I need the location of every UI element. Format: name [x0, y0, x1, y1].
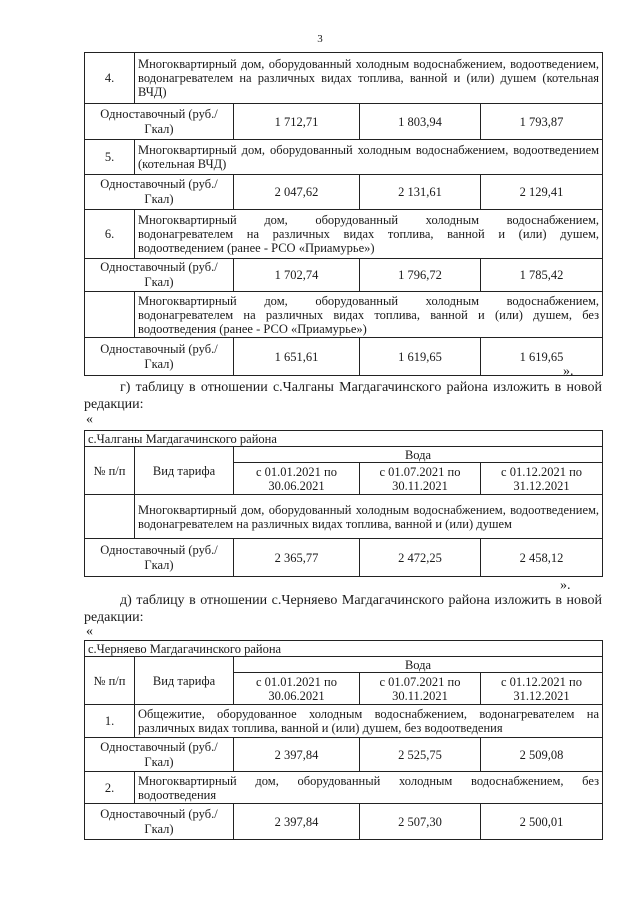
row-number — [85, 495, 135, 539]
row-description: Многоквартирный дом, оборудованный холодным водоснабжением, водоотведением, водонагревателем на различных видах топлива, ванной и (или) душем — [135, 495, 603, 539]
row-number — [85, 292, 135, 338]
paragraph-d: д) таблицу в отношении с.Черняево Магдагачинского района изложить в новой редакции: — [84, 593, 602, 625]
rate-type: Одноставочный (руб./Гкал) — [85, 338, 234, 376]
value-period-1: 2 397,84 — [234, 804, 360, 840]
opening-quote: « — [86, 412, 93, 427]
table-row — [85, 738, 603, 772]
column-header-period: с 01.07.2021 по 30.11.2021 — [360, 463, 481, 495]
value-period-2: 2 507,30 — [360, 804, 481, 840]
value-period-1: 1 651,61 — [234, 338, 360, 376]
table-row — [85, 53, 603, 104]
table-row — [85, 705, 603, 738]
rate-type: Одноставочный (руб./Гкал) — [85, 175, 234, 210]
row-description: Многоквартирный дом, оборудованный холодным водоснабжением, водоотведением (котельная ВЧД) — [135, 140, 603, 175]
value-period-1: 2 365,77 — [234, 539, 360, 577]
table-row — [85, 804, 603, 840]
table-row — [85, 772, 603, 804]
column-header-period: с 01.12.2021 по 31.12.2021 — [481, 463, 603, 495]
row-number: 2. — [85, 772, 135, 804]
value-period-1: 1 702,74 — [234, 259, 360, 292]
column-header-tariff-type: Вид тарифа — [135, 447, 234, 495]
table-row — [85, 210, 603, 259]
table-row — [85, 495, 603, 539]
rate-type: Одноставочный (руб./Гкал) — [85, 804, 234, 840]
column-header-tariff-type: Вид тарифа — [135, 657, 234, 705]
column-group-header: Вода — [234, 657, 603, 673]
column-header-period: с 01.01.2021 по 30.06.2021 — [234, 463, 360, 495]
value-period-2: 2 472,25 — [360, 539, 481, 577]
value-period-3: 2 509,08 — [481, 738, 603, 772]
row-description: Многоквартирный дом, оборудованный холодным водоснабжением, водоотведением, водонагревателем на различных видах топлива, ванной и (или) душем (котельная ВЧД) — [135, 53, 603, 104]
row-description: Общежитие, оборудованное холодным водоснабжением, водонагревателем на различных видах топлива, ванной и (или) душем, без водоотведения — [135, 705, 603, 738]
table-row — [85, 539, 603, 577]
column-header-period: с 01.12.2021 по 31.12.2021 — [481, 673, 603, 705]
table-row — [85, 104, 603, 140]
rate-type: Одноставочный (руб./Гкал) — [85, 259, 234, 292]
value-period-2: 2 131,61 — [360, 175, 481, 210]
rate-type: Одноставочный (руб./Гкал) — [85, 104, 234, 140]
column-header-period: с 01.01.2021 по 30.06.2021 — [234, 673, 360, 705]
closing-quote: ». — [560, 578, 571, 593]
value-period-1: 2 397,84 — [234, 738, 360, 772]
value-period-2: 2 525,75 — [360, 738, 481, 772]
value-period-3: 1 793,87 — [481, 104, 603, 140]
table-row — [85, 175, 603, 210]
row-description: Многоквартирный дом, оборудованный холодным водоснабжением, водонагревателем на различных видах топлива, ванной и (или) душем, без водоотведения (ранее - РСО «Приамурье») — [135, 292, 603, 338]
table-title: с.Чалганы Магдагачинского района — [85, 431, 603, 447]
table-row — [85, 140, 603, 175]
value-period-3: 2 129,41 — [481, 175, 603, 210]
table-row — [85, 259, 603, 292]
rate-type: Одноставочный (руб./Гкал) — [85, 539, 234, 577]
row-number: 5. — [85, 140, 135, 175]
value-period-1: 1 712,71 — [234, 104, 360, 140]
value-period-1: 2 047,62 — [234, 175, 360, 210]
value-period-3: 2 458,12 — [481, 539, 603, 577]
paragraph-g: г) таблицу в отношении с.Чалганы Магдагачинского района изложить в новой редакции: — [84, 380, 602, 412]
row-description: Многоквартирный дом, оборудованный холодным водоснабжением, без водоотведения — [135, 772, 603, 804]
column-header-number: № п/п — [85, 447, 135, 495]
page-number: 3 — [317, 33, 323, 45]
column-header-number: № п/п — [85, 657, 135, 705]
value-period-2: 1 619,65 — [360, 338, 481, 376]
row-number: 4. — [85, 53, 135, 104]
tariff-table-continuation — [84, 52, 603, 376]
table-title: с.Черняево Магдагачинского района — [85, 641, 603, 657]
table-row — [85, 292, 603, 338]
tariff-table-chalgany — [84, 430, 603, 577]
closing-quote: ». — [563, 364, 574, 379]
value-period-3: 1 785,42 — [481, 259, 603, 292]
column-header-period: с 01.07.2021 по 30.11.2021 — [360, 673, 481, 705]
value-period-3: 1 619,65 — [481, 338, 603, 376]
row-description: Многоквартирный дом, оборудованный холодным водоснабжением, водонагревателем на различных видах топлива, ванной и (или) душем, водоотведением (ранее - РСО «Приамурье») — [135, 210, 603, 259]
row-number: 6. — [85, 210, 135, 259]
rate-type: Одноставочный (руб./Гкал) — [85, 738, 234, 772]
value-period-3: 2 500,01 — [481, 804, 603, 840]
opening-quote: « — [86, 624, 93, 639]
value-period-2: 1 803,94 — [360, 104, 481, 140]
row-number: 1. — [85, 705, 135, 738]
value-period-2: 1 796,72 — [360, 259, 481, 292]
tariff-table-chernyaevo — [84, 640, 603, 840]
table-row — [85, 338, 603, 376]
column-group-header: Вода — [234, 447, 603, 463]
